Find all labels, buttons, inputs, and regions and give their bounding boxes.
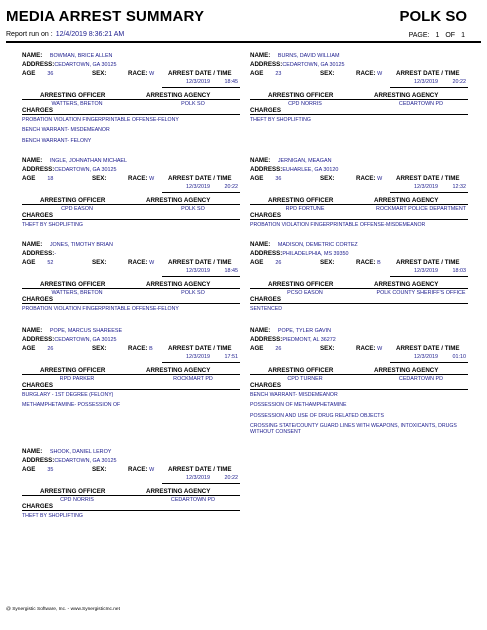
officer-label: ARRESTING OFFICER — [40, 281, 106, 288]
age-row — [22, 70, 240, 77]
race-label: RACE: — [128, 175, 148, 182]
charge-item: THEFT BY SHOPLIFTING — [22, 513, 83, 519]
charges-rule — [250, 114, 468, 115]
race-group — [128, 345, 153, 352]
address-label: ADDRESS: — [250, 336, 283, 343]
arrest-time: 18:45 — [224, 268, 238, 274]
agency-label: ARRESTING AGENCY — [146, 281, 211, 288]
age-label: AGE — [22, 175, 36, 182]
arrest-record — [22, 327, 240, 435]
officer-agency-row — [250, 99, 468, 108]
sex-label: SEX: — [92, 175, 107, 182]
race-label: RACE: — [128, 466, 148, 473]
arrest-date: 12/3/2019 — [186, 79, 210, 85]
charges-rule — [250, 389, 468, 390]
arrest-date: 12/3/2019 — [414, 354, 438, 360]
name-label: NAME: — [250, 327, 271, 334]
arrest-datetime-label: ARREST DATE / TIME — [168, 345, 232, 352]
address-row — [22, 457, 240, 464]
arrest-datetime-label: ARREST DATE / TIME — [396, 259, 460, 266]
officer-label: ARRESTING OFFICER — [268, 367, 334, 374]
race-value: W — [377, 71, 383, 77]
arrest-datetime-label: ARREST DATE / TIME — [168, 259, 232, 266]
officer-agency-row — [22, 288, 240, 297]
name-row — [250, 241, 468, 248]
officer-value: CPD EASON — [61, 206, 93, 212]
agency-value: POLK SO — [181, 290, 205, 296]
arrest-date: 12/3/2019 — [186, 184, 210, 190]
officer-agency-row — [22, 99, 240, 108]
charges-list — [250, 392, 468, 440]
agency-value: ROCKMART PD — [173, 376, 213, 382]
arrest-datetime-row — [162, 475, 240, 484]
charges-label: CHARGES — [250, 382, 281, 389]
age-value: 26 — [275, 260, 282, 266]
age-row — [250, 259, 468, 266]
race-value: W — [377, 176, 383, 182]
person-name: SHOOK, DANIEL LEROY — [49, 449, 112, 455]
address-label: ADDRESS: — [22, 336, 55, 343]
name-label: NAME: — [250, 241, 271, 248]
race-value: W — [149, 260, 155, 266]
charges-label: CHARGES — [250, 212, 281, 219]
address-row — [250, 61, 468, 68]
arrest-datetime-row — [390, 268, 468, 277]
name-label: NAME: — [22, 241, 43, 248]
age-value: 52 — [47, 260, 54, 266]
arrest-datetime-label: ARREST DATE / TIME — [396, 175, 460, 182]
race-group — [356, 70, 382, 77]
address-row — [22, 250, 240, 257]
age-label: AGE — [22, 70, 36, 77]
sex-label: SEX: — [92, 70, 107, 77]
agency-value: POLK SO — [181, 206, 205, 212]
officer-label: ARRESTING OFFICER — [40, 197, 106, 204]
officer-agency-row — [250, 374, 468, 383]
race-label: RACE: — [356, 259, 376, 266]
page-total: 1 — [461, 32, 465, 39]
officer-value: WATTERS, BRETON — [51, 290, 103, 296]
charge-item: THEFT BY SHOPLIFTING — [250, 117, 311, 123]
race-label: RACE: — [356, 345, 376, 352]
charges-label: CHARGES — [22, 212, 53, 219]
officer-value: CPD TURNER — [287, 376, 323, 382]
arrest-datetime-row — [162, 79, 240, 88]
agency-value: CEDARTOWN PD — [398, 376, 444, 382]
arrest-datetime-row — [162, 268, 240, 277]
race-label: RACE: — [356, 175, 376, 182]
race-value: W — [377, 346, 383, 352]
sex-label: SEX: — [92, 259, 107, 266]
age-label: AGE — [22, 466, 36, 473]
officer-label: ARRESTING OFFICER — [40, 92, 106, 99]
officer-agency-row — [22, 495, 240, 504]
race-value: B — [149, 346, 153, 352]
address-label: ADDRESS: — [250, 61, 283, 68]
person-name: INGLE, JOHNATHAN MICHAEL — [49, 158, 128, 164]
charges-label: CHARGES — [22, 382, 53, 389]
race-label: RACE: — [356, 70, 376, 77]
sex-label: SEX: — [92, 345, 107, 352]
charges-rule — [250, 303, 468, 304]
age-label: AGE — [250, 70, 264, 77]
age-value: 26 — [275, 346, 282, 352]
agency-value: POLK SO — [181, 101, 205, 107]
person-name: JERNIGAN, MEAGAN — [277, 158, 332, 164]
charges-list — [22, 392, 240, 413]
address-row — [22, 61, 240, 68]
charges-label: CHARGES — [22, 107, 53, 114]
agency-label: ARRESTING AGENCY — [146, 488, 211, 495]
name-label: NAME: — [22, 157, 43, 164]
sex-label: SEX: — [320, 70, 335, 77]
charge-item: POSSESSION OF METHAMPHETAMINE — [250, 402, 347, 409]
officer-label: ARRESTING OFFICER — [268, 92, 334, 99]
name-row — [250, 157, 468, 164]
address-label: ADDRESS: — [250, 166, 283, 173]
arrest-datetime-label: ARREST DATE / TIME — [168, 466, 232, 473]
arrest-datetime-row — [390, 184, 468, 193]
person-name: BOWMAN, BRICE ALLEN — [49, 53, 113, 59]
person-name: POPE, MARCUS SHAREESE — [49, 328, 123, 334]
arrest-date: 12/3/2019 — [186, 268, 210, 274]
name-label: NAME: — [22, 327, 43, 334]
age-label: AGE — [22, 345, 36, 352]
age-row — [250, 175, 468, 182]
run-on-value: 12/4/2019 8:36:21 AM — [55, 31, 125, 38]
officer-value: RPD FORTUNE — [285, 206, 325, 212]
of-label: OF — [445, 32, 456, 39]
age-value: 35 — [47, 467, 54, 473]
agency-value: POLK COUNTY SHERIFF'S OFFICE — [376, 290, 466, 296]
address-row — [250, 166, 468, 173]
officer-value: CPD NORRIS — [60, 497, 94, 503]
address-label: ADDRESS: — [22, 166, 55, 173]
charges-rule — [22, 114, 240, 115]
address-row — [250, 250, 468, 257]
age-value: 36 — [47, 71, 54, 77]
officer-agency-row — [22, 374, 240, 383]
race-group — [128, 175, 154, 182]
agency-label: ARRESTING AGENCY — [146, 367, 211, 374]
officer-label: ARRESTING OFFICER — [40, 488, 106, 495]
name-row — [22, 157, 240, 164]
race-group — [356, 259, 381, 266]
name-row — [250, 52, 468, 59]
age-row — [22, 345, 240, 352]
name-row — [22, 327, 240, 334]
charge-item: BENCH WARRANT- MISDEMEANOR — [250, 392, 338, 398]
footer-credit: @ Synergistic Software, Inc. - www.SynergisticInc.net — [6, 607, 120, 612]
charges-label: CHARGES — [22, 503, 53, 510]
address-value: CEDARTOWN, GA 30125 — [282, 62, 345, 68]
race-group — [128, 70, 154, 77]
age-value: 23 — [275, 71, 282, 77]
name-label: NAME: — [22, 52, 43, 59]
sex-label: SEX: — [320, 175, 335, 182]
age-row — [22, 259, 240, 266]
race-group — [128, 259, 154, 266]
arrest-date: 12/3/2019 — [186, 354, 210, 360]
arrest-record — [250, 52, 468, 160]
header-rule — [6, 41, 481, 43]
arrest-date: 12/3/2019 — [414, 184, 438, 190]
page-label: PAGE: — [408, 32, 430, 39]
officer-value: WATTERS, BRETON — [51, 101, 103, 107]
race-group — [356, 175, 382, 182]
charges-list — [250, 117, 468, 127]
race-group — [356, 345, 382, 352]
agency-label: ARRESTING AGENCY — [374, 197, 439, 204]
race-label: RACE: — [128, 345, 148, 352]
name-row — [22, 448, 240, 455]
address-value: CEDARTOWN, GA 30125 — [54, 458, 117, 464]
charges-list — [250, 222, 468, 232]
arrest-date: 12/3/2019 — [186, 475, 210, 481]
agency-label: ARRESTING AGENCY — [374, 281, 439, 288]
charge-item: POSSESSION AND USE OF DRUG RELATED OBJECTS — [250, 412, 384, 419]
age-label: AGE — [250, 345, 264, 352]
arrest-datetime-label: ARREST DATE / TIME — [168, 70, 232, 77]
page-info — [403, 32, 465, 39]
charge-item: METHAMPHETAMINE- POSSESSION OF — [22, 402, 121, 409]
age-row — [250, 70, 468, 77]
person-name: JONES, TIMOTHY BRIAN — [49, 242, 113, 248]
charge-item: CROSSING STATE/COUNTY GUARD LINES WITH WEAPONS, INTOXICANTS, DRUGS WITHOUT CONSENT — [250, 423, 457, 436]
arrest-datetime-row — [162, 184, 240, 193]
arrest-time: 18:03 — [452, 268, 466, 274]
person-name: MADISON, DEMETRIC CORTEZ — [277, 242, 358, 248]
race-value: W — [149, 71, 155, 77]
address-row — [250, 336, 468, 343]
charges-label: CHARGES — [22, 296, 53, 303]
charge-item: PROBATION VIOLATION FINGERPRINTABLE OFFENSE-FELONY — [22, 306, 179, 312]
address-value: CEDARTOWN, GA 30125 — [54, 62, 117, 68]
arrest-time: 18:45 — [224, 79, 238, 85]
agency-value: CEDARTOWN PD — [398, 101, 444, 107]
age-label: AGE — [22, 259, 36, 266]
run-on-label: Report run on : — [6, 31, 53, 38]
address-value: CEDARTOWN, GA 30125 — [54, 337, 117, 343]
officer-value: PCSO EASON — [287, 290, 323, 296]
officer-value: CPD NORRIS — [288, 101, 322, 107]
officer-value: RPD PARKER — [59, 376, 95, 382]
charge-item: PROBATION VIOLATION FINGERPRINTABLE OFFENSE-FELONY — [22, 117, 179, 123]
charges-rule — [22, 389, 240, 390]
arrest-datetime-row — [390, 79, 468, 88]
charge-item: BURGLARY - 1ST DEGREE (FELONY) — [22, 392, 114, 398]
agency-label: ARRESTING AGENCY — [146, 92, 211, 99]
agency-value: ROCKMART POLICE DEPARTMENT — [375, 206, 467, 212]
address-value: - — [54, 251, 57, 257]
charge-item: BENCH WARRANT- MISDEMEANOR — [22, 127, 110, 134]
agency-value: CEDARTOWN PD — [170, 497, 216, 503]
age-label: AGE — [250, 175, 264, 182]
person-name: POPE, TYLER GAVIN — [277, 328, 331, 334]
arrest-datetime-row — [162, 354, 240, 363]
charge-item: BENCH WARRANT- FELONY — [22, 137, 92, 144]
name-row — [250, 327, 468, 334]
arrest-date: 12/3/2019 — [414, 79, 438, 85]
age-row — [250, 345, 468, 352]
name-label: NAME: — [22, 448, 43, 455]
address-row — [22, 336, 240, 343]
run-on — [6, 31, 124, 38]
race-label: RACE: — [128, 259, 148, 266]
officer-agency-row — [22, 204, 240, 213]
officer-label: ARRESTING OFFICER — [40, 367, 106, 374]
arrest-time: 17:51 — [224, 354, 238, 360]
charges-label: CHARGES — [250, 107, 281, 114]
address-label: ADDRESS: — [22, 457, 55, 464]
address-value: PHILADELPHIA, MS 39350 — [282, 251, 349, 257]
charges-rule — [250, 219, 468, 220]
address-value: PIEDMONT, AL 36272 — [282, 337, 336, 343]
race-value: W — [149, 467, 155, 473]
charges-rule — [22, 510, 240, 511]
age-row — [22, 175, 240, 182]
agency-label: ARRESTING AGENCY — [374, 92, 439, 99]
race-value: W — [149, 176, 155, 182]
person-name: BURNS, DAVID WILLIAM — [277, 53, 340, 59]
officer-agency-row — [250, 288, 468, 297]
charges-list — [22, 222, 240, 232]
race-value: B — [377, 260, 381, 266]
arrest-record — [250, 327, 468, 435]
arrest-record — [22, 448, 240, 556]
officer-agency-row — [250, 204, 468, 213]
name-row — [22, 52, 240, 59]
name-label: NAME: — [250, 157, 271, 164]
race-label: RACE: — [128, 70, 148, 77]
arrest-time: 01:10 — [452, 354, 466, 360]
arrest-time: 12:32 — [452, 184, 466, 190]
page-number: 1 — [435, 32, 440, 39]
charge-item: PROBATION VIOLATION FINGERPRINTABLE OFFENSE-MISDEMEANOR — [250, 222, 426, 228]
report-title: MEDIA ARREST SUMMARY — [6, 8, 205, 25]
arrest-datetime-label: ARREST DATE / TIME — [396, 345, 460, 352]
agency-name: POLK SO — [399, 8, 467, 25]
address-label: ADDRESS: — [22, 250, 55, 257]
sex-label: SEX: — [92, 466, 107, 473]
name-label: NAME: — [250, 52, 271, 59]
charges-rule — [22, 303, 240, 304]
age-label: AGE — [250, 259, 264, 266]
charges-rule — [22, 219, 240, 220]
charges-label: CHARGES — [250, 296, 281, 303]
race-group — [128, 466, 154, 473]
sex-label: SEX: — [320, 345, 335, 352]
charges-list — [250, 306, 468, 316]
age-row — [22, 466, 240, 473]
charges-list — [22, 306, 240, 316]
address-value: EUHARLEE, GA 30120 — [282, 167, 339, 173]
arrest-time: 20:22 — [224, 475, 238, 481]
arrest-datetime-label: ARREST DATE / TIME — [396, 70, 460, 77]
age-value: 18 — [47, 176, 54, 182]
arrest-datetime-label: ARREST DATE / TIME — [168, 175, 232, 182]
sex-label: SEX: — [320, 259, 335, 266]
arrest-date: 12/3/2019 — [414, 268, 438, 274]
charges-list — [22, 513, 240, 523]
officer-label: ARRESTING OFFICER — [268, 197, 334, 204]
address-row — [22, 166, 240, 173]
agency-label: ARRESTING AGENCY — [146, 197, 211, 204]
arrest-record — [22, 52, 240, 160]
name-row — [22, 241, 240, 248]
address-label: ADDRESS: — [22, 61, 55, 68]
charge-item: SENTENCED — [250, 306, 282, 312]
charges-list — [22, 117, 240, 148]
address-value: CEDARTOWN, GA 30125 — [54, 167, 117, 173]
agency-label: ARRESTING AGENCY — [374, 367, 439, 374]
arrest-time: 20:22 — [224, 184, 238, 190]
age-value: 26 — [47, 346, 54, 352]
arrest-datetime-row — [390, 354, 468, 363]
arrest-time: 20:22 — [452, 79, 466, 85]
address-label: ADDRESS: — [250, 250, 283, 257]
charge-item: THEFT BY SHOPLIFTING — [22, 222, 83, 228]
age-value: 36 — [275, 176, 282, 182]
officer-label: ARRESTING OFFICER — [268, 281, 334, 288]
